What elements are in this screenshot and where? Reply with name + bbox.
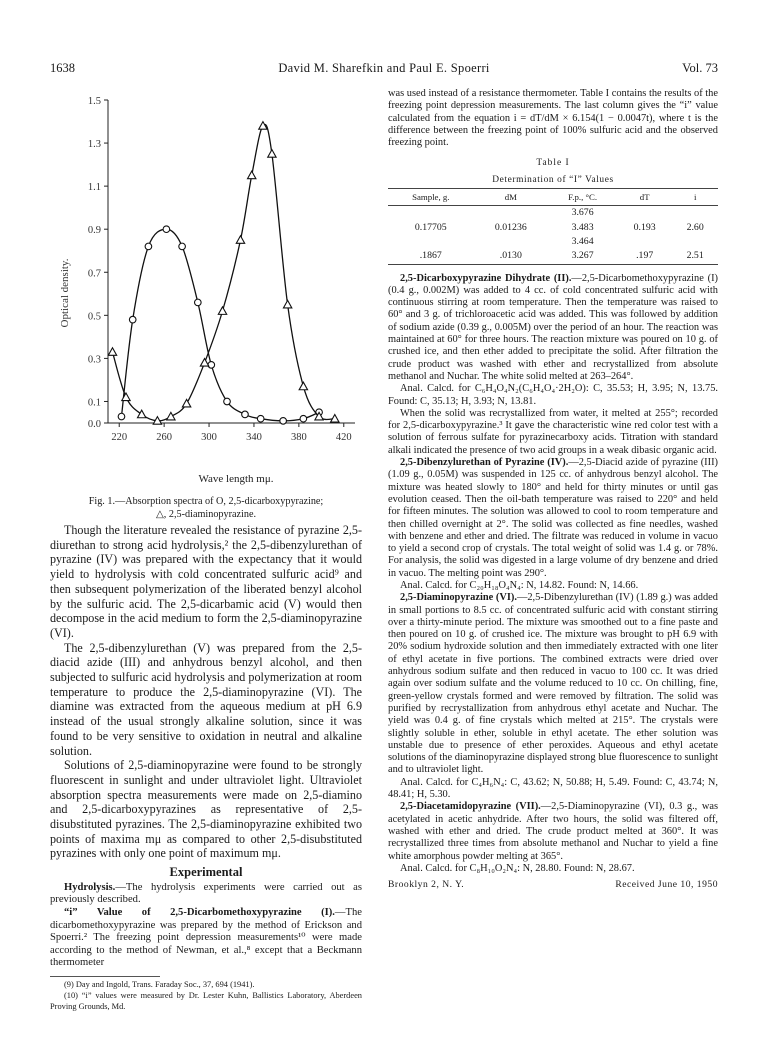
table-row: .1867 .0130 3.267 .197 2.51 — [388, 249, 718, 264]
caption-line-2: △, 2,5-diaminopyrazine. — [155, 508, 257, 520]
diaminopyrazine-line — [113, 124, 335, 420]
authors-header: David M. Sharefkin and Paul E. Spoerri — [278, 61, 490, 75]
triangle-point — [218, 307, 226, 315]
location: Brooklyn 2, N. Y. — [388, 879, 465, 891]
circle-point — [118, 413, 125, 420]
circle-point — [242, 411, 249, 418]
circle-point — [280, 418, 287, 425]
x-tick-label: 300 — [201, 432, 217, 443]
paragraph: The 2,5-dibenzylurethan (V) was prepared from the 2,5-diacid azide (III) and anhydrous benzyl alcohol, and then subjected to sulfuric acid hydrolysis and polymerization at room temperature to produce the 2,5-diaminopyrazine (VI). The diamine was extracted from the aqueous medium at pH 6.9 instead of the usual strongly alkaline solution, since it was found to be very sensitive to oxidation in neutral and alkaline solution. — [50, 640, 362, 758]
paragraph: was used instead of a resistance thermometer. Table I contains the results of the freezing point depression measurements. The last column gives the “i” value calculated from the equation i = dT/dM × 6.154(1 − 0.0047t), where t is the difference between the freezing point of 100% sulfuric acid and the observed freezing point. — [388, 88, 718, 149]
paragraph: Hydrolysis.—The hydrolysis experiments were carried out as previously described. — [50, 881, 362, 906]
triangle-point — [182, 399, 190, 407]
paragraph: Though the literature revealed the resistance of pyrazine 2,5-diurethan to strong acid hydrolysis,² the 2,5-dibenzylurethan of pyrazine (IV) was prepared with the expectancy that it would yield to hydrolysis with cold concentrated sulfuric acid⁹ and then subsequent polymerization of the liberated benzyl alcohol by the sulfuric acid. The 2,5-dicarbamic acid (V) would then decompose in the acid medium to form the 2,5-diaminopyrazine (VI). — [50, 523, 362, 640]
circle-point — [224, 398, 231, 405]
y-tick-label: 1.1 — [87, 182, 101, 194]
triangle-point — [331, 414, 339, 422]
paragraph: 2,5-Diacetamidopyrazine (VII).—2,5-Diaminopyrazine (VI), 0.3 g., was acetylated in acetic anhydride. After two hours, the solid was filtered off, washed with ether and dried. The crude product melted at 360°. It was recrystallized three times from absolute methanol and Nuchar to yield a fine white amorphous powder melting at 365°. — [388, 801, 718, 862]
table-row: 0.17705 0.01236 3.483 0.193 2.60 — [414, 221, 704, 233]
paragraph: “i” Value of 2,5-Dicarbomethoxypyrazine (I).—The dicarbomethoxypyrazine was prepared by the method of Erickson and Spoerri.² The freezing point depression measurements¹⁰ were made according to the method of Newman, et al.,⁸ except that a Beckmann thermometer — [50, 907, 362, 969]
circle-point — [145, 243, 152, 250]
circle-point — [179, 243, 186, 250]
triangle-point — [299, 382, 307, 390]
run-in-head: 2,5-Dicarboxypyrazine Dihydrate (II). — [400, 272, 572, 284]
y-tick-label: 0.5 — [87, 311, 101, 323]
analysis-line: Anal. Calcd. for C₄H₆N₄: C, 43.62; N, 50.88; H, 5.49. Found: C, 43.74; N, 48.41; H, 5.30. — [388, 776, 718, 801]
paragraph: When the solid was recrystallized from water, it melted at 255°; recorded for 2,5-dicarboxypyrazine.³ It gave the characteristic wine red color test with a solution of ferrous sulfate for pyrazinecarboxy acids. Titration with standard alkali indicated the presence of two acid groups in a weak dibasic organic acid. — [388, 407, 718, 456]
paragraph: 2,5-Dibenzylurethan of Pyrazine (IV).—2,5-Diacid azide of pyrazine (III) (1.09 g., 0.05M) was suspended in 125 cc. of anhydrous benzyl alcohol. The mixture was heated slowly to 180° and held for thirty minutes or until gas evolution ceased. Then the oil-bath temperature was raised to 220° and held for fifteen minutes. The solution was allowed to cool to room temperature and then chilled overnight at 2°. The solid was collected as fine needles, washed with benzene and ether and dried. The filtrate was reduced in volume in vacuo to yield a second crop of crystals. The total weight of solid was 1.4 g. or 78%. For analysis, the solid was digested in a large volume of dry benzene and dried in vacuo. The melting point was 290°. — [388, 457, 719, 579]
table-subtitle: Determination of “I” Values — [492, 174, 614, 185]
run-in-head: 2,5-Diacetamidopyrazine (VII). — [400, 801, 541, 813]
column-header: Sample, g. — [388, 189, 474, 206]
x-axis-label: Wave length mμ. — [198, 473, 274, 485]
table-row: 3.676 — [571, 207, 594, 219]
figure-caption — [50, 496, 362, 521]
footnote-rule — [50, 976, 160, 977]
circle-point — [195, 299, 202, 306]
circle-point — [257, 415, 264, 422]
paragraph: Solutions of 2,5-diaminopyrazine were found to be strongly fluorescent in sunlight and under ultraviolet light. Ultraviolet absorption spectra measurements were made on 2,5-diamino and 2,5-dicarboxypyrazines as representative of 2,5-disubstituted pyrazines. The 2,5-diaminopyrazine exhibited two points of maxima mμ as compared to other 2,5-disubstituted pyrazines with only one point of maximum mμ. — [50, 758, 362, 861]
dicarboxypyrazine-line — [122, 229, 320, 421]
y-tick-label: 0.1 — [87, 397, 101, 409]
chart-axes — [108, 100, 355, 423]
triangle-point — [236, 236, 244, 244]
analysis-line: Anal. Calcd. for C₈H₁₀O₂N₄: N, 28.80. Found: N, 28.67. — [400, 862, 635, 874]
table-title: Table I — [536, 158, 570, 169]
data-table — [388, 188, 718, 264]
received-date: Received June 10, 1950 — [615, 879, 718, 891]
table-i — [388, 157, 718, 264]
x-tick-label: 380 — [290, 432, 307, 443]
run-in-head: “i” Value of 2,5-Dicarbomethoxypyrazine (I). — [64, 907, 335, 919]
y-tick-label: 0.9 — [87, 225, 101, 237]
table-header-row — [388, 189, 718, 206]
paragraph: 2,5-Diaminopyrazine (VI).—2,5-Dibenzylurethan (IV) (1.89 g.) was added in small portions to 8.5 cc. of concentrated sulfuric acid with constant stirring over a thirty-minute period. The mixture was smoothed out to a fine paste and then poured on 10 g. of crushed ice. The mixture was brought to pH 6.9 with 20% sodium hydroxide solution and then immediately extracted with one liter of ethyl acetate in five portions. The combined extracts were dried over anhydrous sodium sulfate and then reduced in vacuo to 100 cc. It was dried again over sodium sulfate and the volume reduced to 10 cc. On chilling, fine, green-yellow crystals formed and were removed by filtration. The solid was purified by recrystallization from anhydrous ethyl acetate and Nuchar. The yield was 0.4 g. of fine crystals which melted at 215°. The crystals were slightly soluble in ether, soluble in ethyl acetate. The ether solution was unstable due to presence of ether peroxides. Aqueous and ethyl acetate solutions of the diaminopyrazine displayed strong blue fluorescence to sunlight and to ultraviolet light. — [388, 592, 718, 776]
column-header: dT — [617, 189, 672, 206]
triangle-point — [137, 410, 145, 418]
y-tick-label: 0.3 — [87, 354, 101, 366]
triangle-point — [167, 412, 175, 420]
running-header — [50, 61, 718, 77]
footnote: (9) Day and Ingold, Trans. Faraday Soc., 37, 694 (1941). — [64, 980, 255, 990]
circle-point — [163, 226, 170, 233]
triangle-point — [200, 359, 208, 367]
right-column — [388, 88, 718, 891]
x-tick-label: 340 — [246, 432, 262, 443]
article-footer — [388, 879, 718, 891]
run-in-head: Hydrolysis. — [64, 881, 116, 893]
x-tick-label: 420 — [335, 432, 352, 443]
x-tick-label: 260 — [156, 432, 173, 443]
chart-series — [108, 122, 339, 425]
circle-point — [300, 415, 307, 422]
triangle-point — [283, 300, 291, 308]
column-header: i — [672, 189, 718, 206]
caption-line-1: Fig. 1.—Absorption spectra of O, 2,5-dicarboxypyrazine; — [88, 496, 324, 507]
paragraph: 2,5-Dicarboxypyrazine Dihydrate (II).—2,5-Dicarbomethoxypyrazine (I) (0.4 g., 0.002M) was added to 4 cc. of cold concentrated sulfuric acid with continuous stirring at room temperature. Then the temperature was raised to 60° and 3 g. of trichloroacetic acid was added. This was followed by addition of sodium azide (0.39 g., 0.005M) over the period of an hour. The reaction was maintained at 60° for three hours. The reaction mixture was poured on 10 g. of crushed ice, and then ether added to precipitate the solid. After filtration the crude product was washed with ether and recrystallized from absolute methanol and Nuchar. The white solid melted at 263–264°. — [388, 272, 718, 382]
column-header: F.p., °C. — [548, 189, 617, 206]
triangle-point — [248, 171, 256, 179]
y-tick-label: 1.3 — [87, 139, 101, 151]
triangle-point — [268, 150, 276, 158]
circle-point — [208, 362, 215, 369]
analysis-line: Anal. Calcd. for C₆H₄O₄N₂(C₆H₄O₄·2H₂O): C, 35.53; H, 3.95; N, 13.75. Found: C, 35.13; H, 3.93; N, 13.81. — [388, 383, 718, 407]
footnote: (10) “i” values were measured by Dr. Lester Kuhn, Ballistics Laboratory, Aberdeen Proving Grounds, Md. — [50, 990, 362, 1011]
page-number: 1638 — [50, 61, 75, 75]
absorption-spectra-chart — [50, 88, 362, 488]
y-tick-label: 0.0 — [87, 419, 101, 430]
y-axis-label: Optical density. — [59, 258, 71, 328]
triangle-point — [108, 348, 116, 356]
chart-ticks — [88, 96, 352, 443]
section-heading: Experimental — [169, 865, 243, 880]
table-row: 3.464 — [571, 235, 594, 247]
circle-point — [129, 316, 136, 323]
run-in-head: 2,5-Diaminopyrazine (VI). — [400, 592, 517, 604]
volume-label: Vol. 73 — [682, 61, 718, 75]
run-in-head: 2,5-Dibenzylurethan of Pyrazine (IV). — [400, 457, 569, 469]
y-tick-label: 0.7 — [87, 268, 101, 280]
y-tick-label: 1.5 — [87, 96, 101, 107]
column-header: dM — [474, 189, 549, 206]
x-tick-label: 220 — [111, 432, 128, 443]
left-body-text — [50, 523, 362, 1012]
analysis-line: Anal. Calcd. for C₂₀H₁₈O₄N₄: N, 14.82. Found: N, 14.66. — [400, 579, 639, 591]
